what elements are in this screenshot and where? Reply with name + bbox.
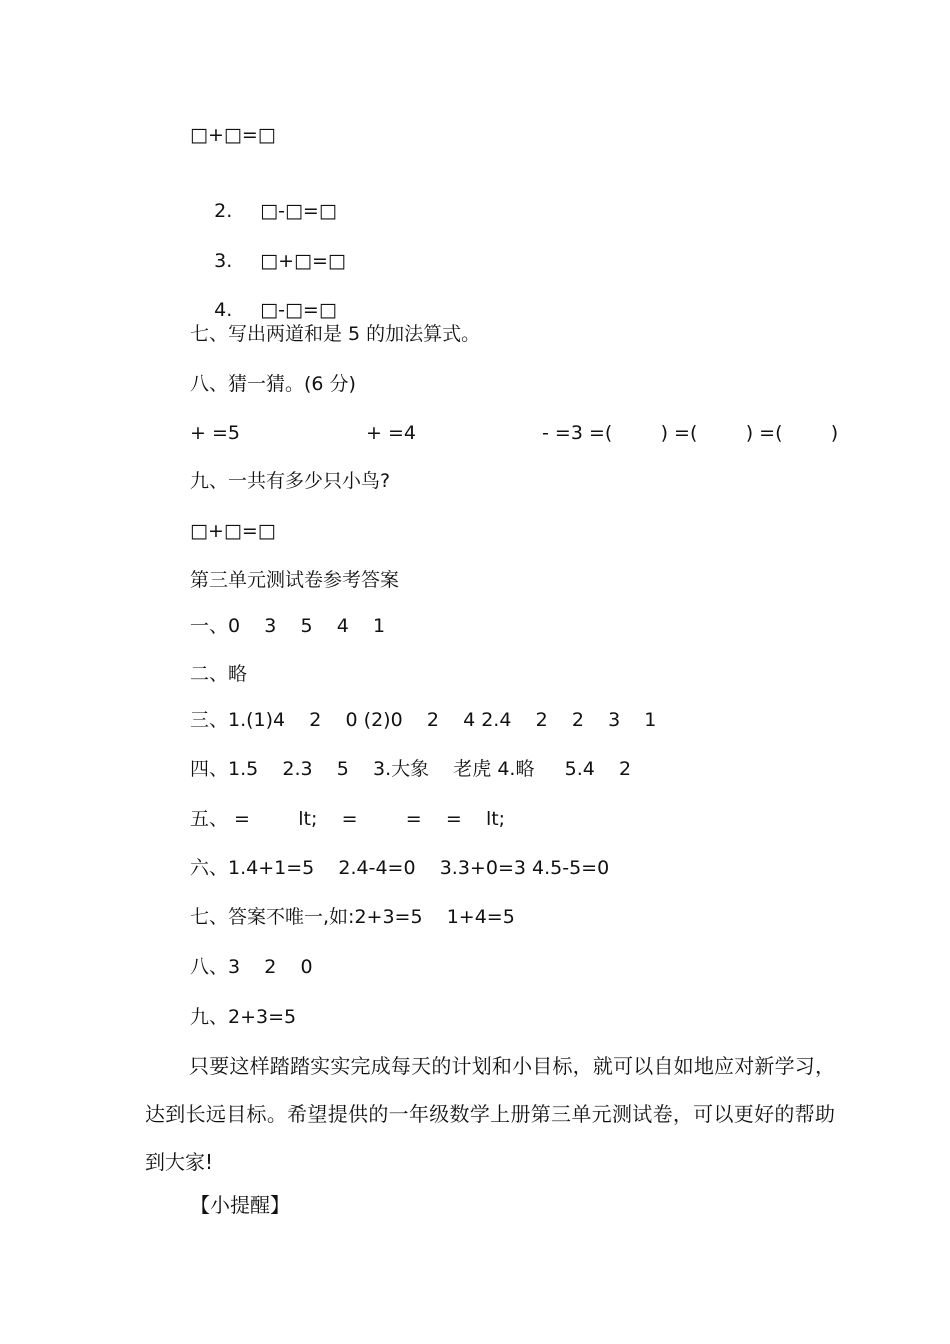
answer-3: 三、1.(1)4 2 0 (2)0 2 4 2.4 2 2 3 1 [190, 709, 657, 731]
closing-paragraph: 只要这样踏踏实实完成每天的计划和小目标，就可以自如地应对新学习，达到长远目标。希望提供的一年级数学上册第三单元测试卷，可以更好的帮助到大家! [145, 1054, 835, 1174]
answer-8: 八、3 2 0 [190, 956, 313, 978]
guess-equation-2: + =4 [366, 422, 416, 444]
question-7: 七、写出两道和是 5 的加法算式。 [190, 323, 481, 345]
answer-4: 四、1.5 2.3 5 3.大象 老虎 4.略 5.4 2 [190, 758, 632, 780]
answer-5: 五、 = lt; = = = lt; [190, 808, 506, 830]
answer-6: 六、1.4+1=5 2.4-4=0 3.3+0=3 4.5-5=0 [190, 857, 610, 879]
answer-1: 一、0 3 5 4 1 [190, 615, 386, 637]
item-number: 4. [214, 299, 233, 321]
equation-text: □-□=□ [260, 200, 337, 222]
question-9: 九、一共有多少只小鸟? [190, 470, 391, 492]
guess-equation-1: + =5 [190, 422, 240, 444]
equation-text: □+□=□ [260, 250, 346, 272]
guess-equation-3: - =3 =( ) =( ) =( ) [542, 422, 839, 444]
answer-9: 九、2+3=5 [190, 1006, 297, 1028]
answer-2: 二、略 [190, 663, 248, 685]
item-number: 3. [214, 250, 233, 272]
equation-line-1: □+□=□ [190, 124, 276, 146]
answer-key-title: 第三单元测试卷参考答案 [190, 569, 400, 591]
reminder-heading: 【小提醒】 [190, 1193, 290, 1217]
question-8: 八、猜一猜。(6 分) [190, 373, 356, 395]
question-9-equation: □+□=□ [190, 520, 276, 542]
answer-7: 七、答案不唯一,如:2+3=5 1+4=5 [190, 906, 515, 928]
item-number: 2. [214, 200, 233, 222]
equation-text: □-□=□ [260, 299, 337, 321]
